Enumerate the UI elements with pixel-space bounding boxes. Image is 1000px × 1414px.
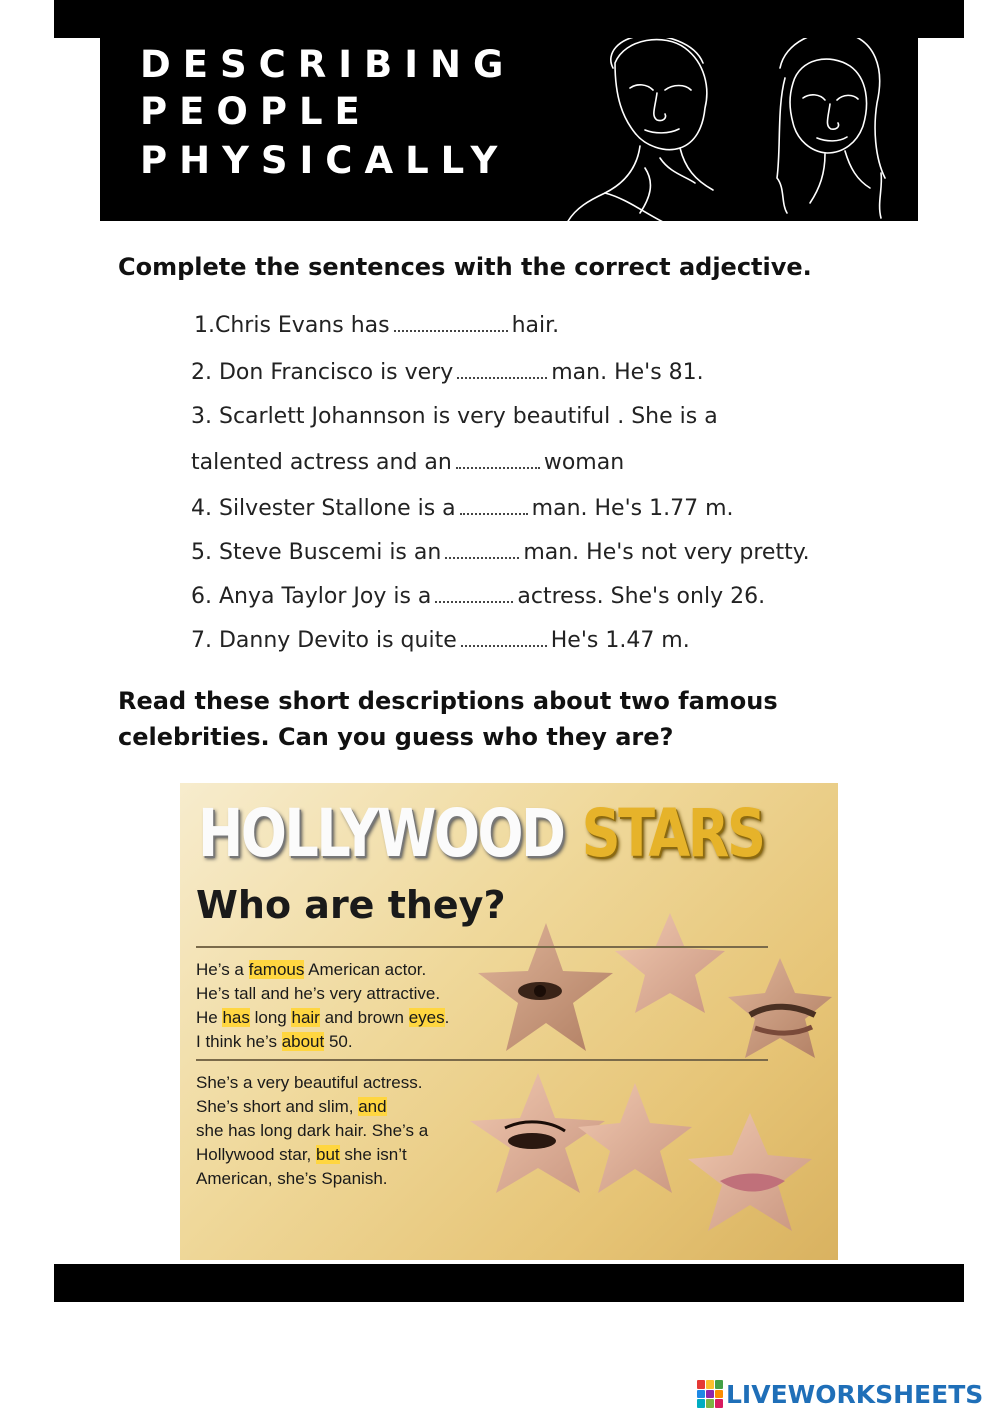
answer-blank[interactable] [394,312,508,332]
exercise-1-instruction: Complete the sentences with the correct adjective. [118,253,812,281]
answer-blank[interactable] [457,359,547,379]
liveworksheets-icon [697,1380,723,1408]
sentence-text: talented actress and an [191,450,452,475]
top-black-bar [54,0,964,38]
answer-blank[interactable] [460,495,528,515]
star-nose-woman [578,1083,692,1193]
liveworksheets-logo [697,1377,983,1411]
bottom-black-bar [54,1264,964,1302]
sentence-text: 4. Silvester Stallone is a [191,496,456,521]
sentence-4 [191,494,734,524]
sentence-text: 5. Steve Buscemi is an [191,540,442,565]
sentence-2 [191,358,704,388]
sentence-text: man. He's not very pretty. [523,540,810,565]
sentence-text: 2. Don Francisco is very [191,360,454,385]
sentence-3a [191,402,718,432]
title-banner [100,38,918,221]
sentence-1 [194,311,559,341]
sentence-text: 7. Danny Devito is quite [191,628,457,653]
sentence-text: 6. Anya Taylor Joy is a [191,584,432,609]
sentence-text: hair. [511,313,560,338]
sentence-3b [191,448,624,478]
answer-blank[interactable] [461,627,547,647]
liveworksheets-wordmark: LIVEWORKSHEETS [726,1379,984,1409]
sentence-text: woman [543,450,625,475]
sentence-5 [191,538,810,568]
exercise-2-instruction-line-2: celebrities. Can you guess who they are? [118,723,674,751]
sentence-text: He's 1.47 m. [550,628,690,653]
answer-blank[interactable] [435,583,513,603]
hollywood-stars-image [180,783,838,1260]
title-hollywood: HOLLYWOOD [198,795,564,872]
exercise-2-instruction-line-1: Read these short descriptions about two famous [118,687,778,715]
image-subtitle: Who are they? [196,883,506,927]
sentence-text: 1.Chris Evans has [194,313,390,338]
description-woman: She’s a very beautiful actress. She’s short and slim, and she has long dark hair. She’s a Hollywood star, but she isn’t American, she’s Spanish. [196,1073,429,1188]
sentence-text: actress. She's only 26. [517,584,766,609]
divider-top [196,946,768,948]
title-stars: STARS [581,795,764,872]
answer-blank[interactable] [456,449,540,469]
answer-blank[interactable] [445,539,519,559]
star-lips-woman [688,1113,812,1231]
title-line-2: PEOPLE [140,90,372,133]
sentence-6 [191,582,765,612]
hollywood-stars-title [198,795,764,872]
sentence-7 [191,626,690,656]
title-line-3: PHYSICALLY [140,139,510,182]
sentence-text: man. He's 81. [551,360,704,385]
star-nose-man [615,913,725,1013]
title-line-1: DESCRIBING [140,43,516,86]
description-man: He’s a famous American actor. He’s tall and he’s very attractive. He has long hair and brown eyes. I think he’s about 50. [196,960,450,1051]
sentence-text: 3. Scarlett Johannson is very beautiful . She is a [191,404,718,429]
divider-middle [196,1059,768,1061]
line-drawing-faces-illustration [545,38,918,221]
star-eye-woman [470,1073,605,1193]
sentence-text: man. He's 1.77 m. [531,496,734,521]
